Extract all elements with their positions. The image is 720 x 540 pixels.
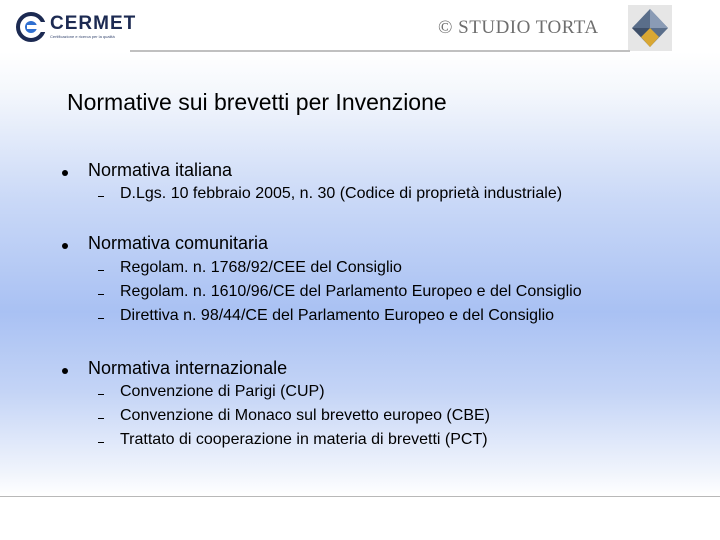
section-heading-comunitaria: Normativa comunitaria [88,233,269,253]
list-item: Convenzione di Monaco sul brevetto europeo (CBE) [120,407,490,424]
bullet-dot [62,243,68,249]
footer-divider [0,496,720,497]
cermet-logo [16,10,146,44]
dash-bullet [98,442,104,443]
list-item: Trattato di cooperazione in materia di brevetti (PCT) [120,431,488,448]
studio-name: © STUDIO TORTA [438,17,599,38]
list-item: Direttiva n. 98/44/CE del Parlamento Europeo e del Consiglio [120,307,555,324]
studio-torta-logo-icon [628,5,672,51]
list-item: D.Lgs. 10 febbraio 2005, n. 30 (Codice di proprietà industriale) [120,185,563,202]
list-item: Regolam. n. 1768/92/CEE del Consiglio [120,259,402,276]
cermet-logo-icon [16,12,46,42]
section-heading-internazionale: Normativa internazionale [88,358,288,378]
list-item: Regolam. n. 1610/96/CE del Parlamento Europeo e del Consiglio [120,283,582,300]
dash-bullet [98,318,104,319]
dash-bullet [98,294,104,295]
dash-bullet [98,418,104,419]
section-heading-italiana: Normativa italiana [88,160,233,180]
slide-title: Normative sui brevetti per Invenzione [67,89,447,115]
list-item: Convenzione di Parigi (CUP) [120,383,325,400]
dash-bullet [98,196,104,197]
logo-tagline: Certificazione e ricerca per la qualità [50,34,115,39]
slide-header [0,0,720,52]
dash-bullet [98,270,104,271]
bullet-dot [62,368,68,374]
dash-bullet [98,394,104,395]
bullet-dot [62,170,68,176]
logo-wordmark: CERMET [50,13,137,34]
